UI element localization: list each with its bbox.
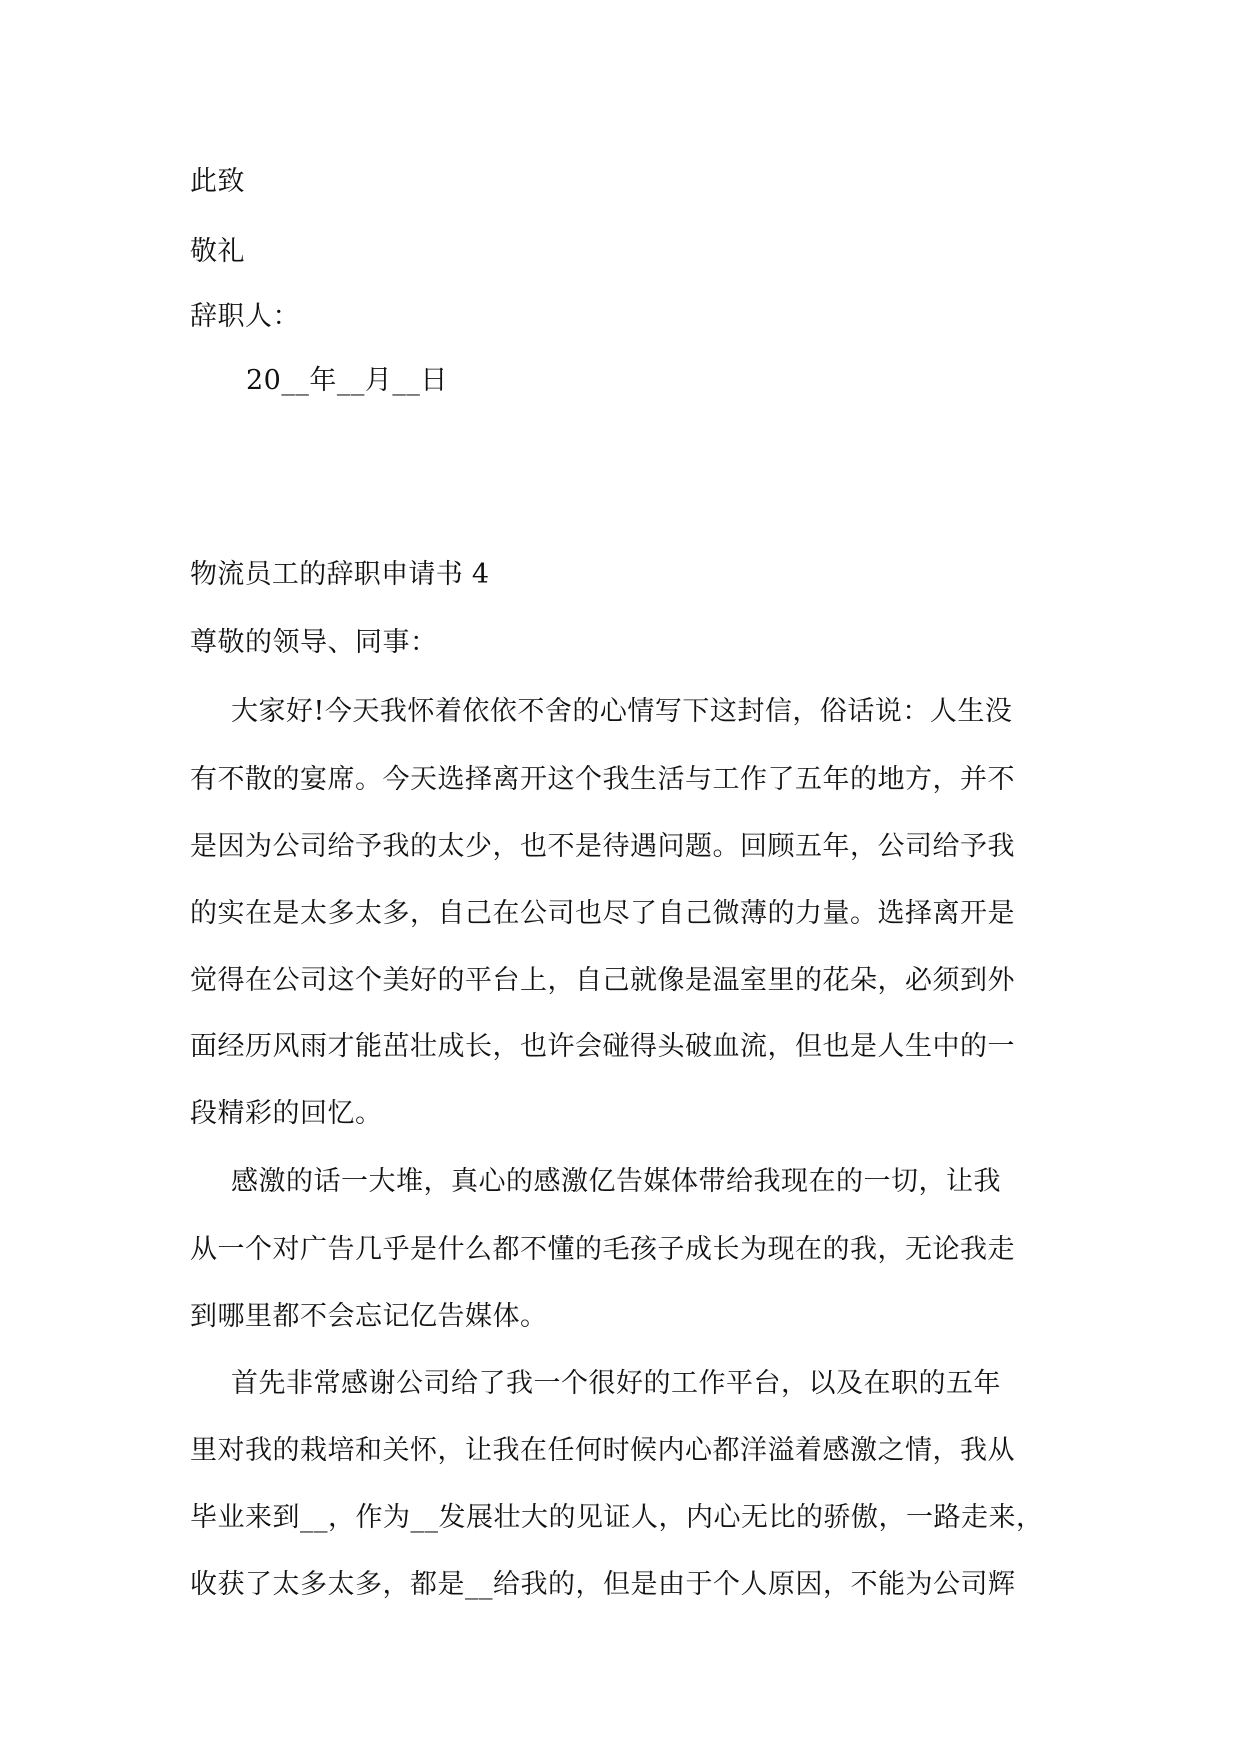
salutation: 尊敬的领导、同事： xyxy=(190,627,438,658)
paragraph-1-line-1: 大家好!今天我怀着依依不舍的心情写下这封信，俗话说：人生没 xyxy=(231,696,1013,727)
signer-label: 辞职人： xyxy=(190,301,300,332)
paragraph-3-line-3: 毕业来到__，作为__发展壮大的见证人，内心无比的骄傲，一路走来， xyxy=(190,1502,1044,1533)
paragraph-3-line-2: 里对我的栽培和关怀，让我在任何时候内心都洋溢着感激之情，我从 xyxy=(190,1435,1015,1466)
paragraph-3-line-1: 首先非常感谢公司给了我一个很好的工作平台，以及在职的五年 xyxy=(231,1368,1001,1399)
date-line: 20__年__月__日 xyxy=(246,365,448,396)
paragraph-1-line-5: 觉得在公司这个美好的平台上，自己就像是温室里的花朵，必须到外 xyxy=(190,965,1015,996)
closing-line-2: 敬礼 xyxy=(190,236,245,267)
letter-title: 物流员工的辞职申请书 4 xyxy=(190,559,490,590)
paragraph-2-line-2: 从一个对广告几乎是什么都不懂的毛孩子成长为现在的我，无论我走 xyxy=(190,1234,1015,1265)
paragraph-1-line-2: 有不散的宴席。今天选择离开这个我生活与工作了五年的地方，并不 xyxy=(190,764,1015,795)
closing-line-1: 此致 xyxy=(190,166,245,197)
paragraph-1-line-6: 面经历风雨才能茁壮成长，也许会碰得头破血流，但也是人生中的一 xyxy=(190,1031,1015,1062)
paragraph-1-line-4: 的实在是太多太多，自己在公司也尽了自己微薄的力量。选择离开是 xyxy=(190,898,1015,929)
paragraph-1-line-7: 段精彩的回忆。 xyxy=(190,1098,383,1129)
paragraph-2-line-1: 感激的话一大堆，真心的感激亿告媒体带给我现在的一切，让我 xyxy=(231,1166,1001,1197)
paragraph-3-line-4: 收获了太多太多，都是__给我的，但是由于个人原因，不能为公司辉 xyxy=(190,1569,1016,1600)
paragraph-1-line-3: 是因为公司给予我的太少，也不是待遇问题。回顾五年，公司给予我 xyxy=(190,831,1015,862)
paragraph-2-line-3: 到哪里都不会忘记亿告媒体。 xyxy=(190,1301,548,1332)
